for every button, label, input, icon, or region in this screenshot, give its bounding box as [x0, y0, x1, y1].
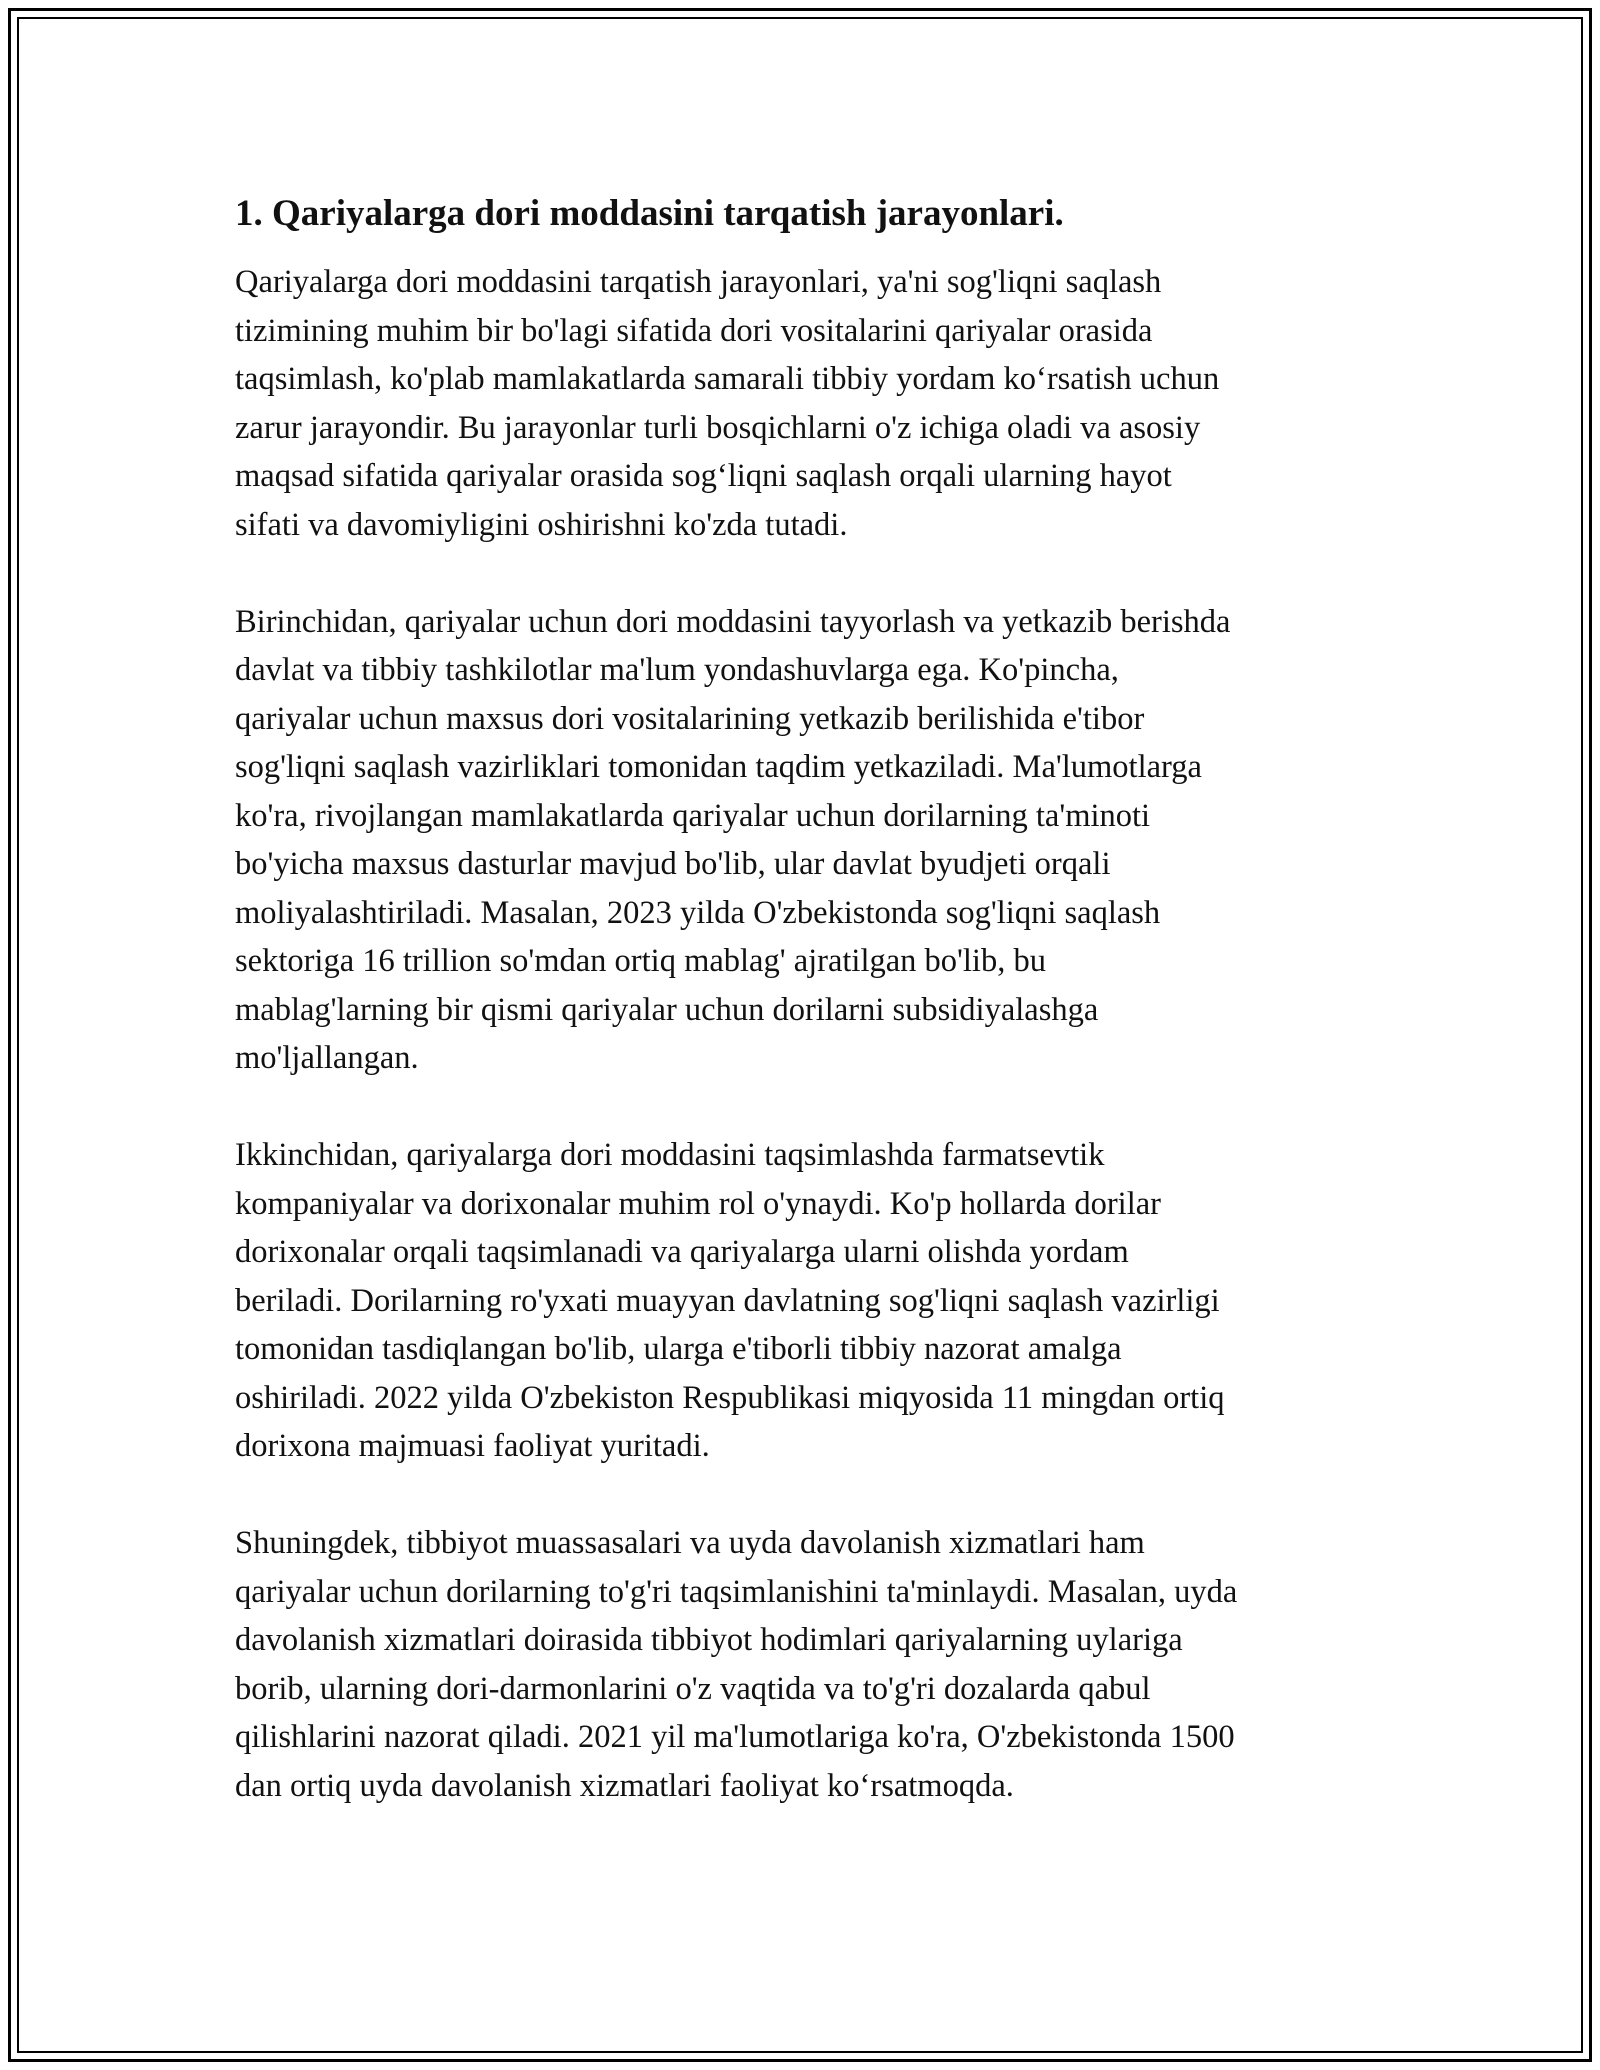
text-line: sektoriga 16 trillion so'mdan ortiq mablag' ajratilgan bo'lib, bu	[235, 943, 1046, 979]
text-line: dorixona majmuasi faoliyat yuritadi.	[235, 1428, 710, 1464]
text-line: Birinchidan, qariyalar uchun dori moddasini tayyorlash va yetkazib berishda	[235, 603, 1231, 640]
text-line: bo'yicha maxsus dasturlar mavjud bo'lib, ular davlat byudjeti orqali	[235, 846, 1111, 882]
text-line: oshiriladi. 2022 yilda O'zbekiston Respublikasi miqyosida 11 mingdan ortiq	[235, 1379, 1225, 1416]
text-line: davolanish xizmatlari doirasida tibbiyot hodimlari qariyalarning uylariga	[235, 1622, 1183, 1658]
text-line: moliyalashtiriladi. Masalan, 2023 yilda O'zbekistonda sog'liqni saqlash	[235, 894, 1161, 931]
text-line: zarur jarayondir. Bu jarayonlar turli bosqichlarni o'z ichiga oladi va asosiy	[235, 409, 1201, 446]
text-line: qariyalar uchun maxsus dori vositalarining yetkazib berilishida e'tibor	[235, 700, 1145, 737]
text-line: dorixonalar orqali taqsimlanadi va qariyalarga ularni olishda yordam	[235, 1234, 1129, 1270]
document-body	[235, 190, 1375, 1859]
paragraph-list	[235, 258, 1375, 1810]
text-line: taqsimlash, ko'plab mamlakatlarda samarali tibbiy yordam ko‘rsatish uchun	[235, 361, 1220, 397]
text-line: ko'ra, rivojlangan mamlakatlarda qariyalar uchun dorilarning ta'minoti	[235, 797, 1151, 834]
text-line: davlat va tibbiy tashkilotlar ma'lum yondashuvlarga ega. Ko'pincha,	[235, 652, 1119, 688]
text-line: maqsad sifatida qariyalar orasida sog‘liqni saqlash orqali ularning hayot	[235, 458, 1172, 494]
text-line: kompaniyalar va dorixonalar muhim rol o'ynaydi. Ko'p hollarda dorilar	[235, 1185, 1161, 1222]
text-line: sog'liqni saqlash vazirliklari tomonidan taqdim yetkaziladi. Ma'lumotlarga	[235, 749, 1202, 785]
text-line: beriladi. Dorilarning ro'yxati muayyan davlatning sog'liqni saqlash vazirligi	[235, 1282, 1220, 1319]
text-line: mo'ljallangan.	[235, 1040, 419, 1076]
text-line: qariyalar uchun dorilarning to'g'ri taqsimlanishini ta'minlaydi. Masalan, uyda	[235, 1573, 1238, 1610]
paragraph-4	[235, 1519, 1375, 1810]
text-line: sifati va davomiyligini oshirishni ko'zda tutadi.	[235, 506, 848, 543]
text-line: mablag'larning bir qismi qariyalar uchun dorilarni subsidiyalashga	[235, 991, 1099, 1028]
text-line: qilishlarini nazorat qiladi. 2021 yil ma'lumotlariga ko'ra, O'zbekistonda 1500	[235, 1719, 1235, 1755]
section-heading: 1. Qariyalarga dori moddasini tarqatish jarayonlari.	[235, 193, 1064, 234]
text-line: Qariyalarga dori moddasini tarqatish jarayonlari, ya'ni sog'liqni saqlash	[235, 264, 1162, 300]
text-line: dan ortiq uyda davolanish xizmatlari faoliyat ko‘rsatmoqda.	[235, 1767, 1014, 1804]
text-line: Shuningdek, tibbiyot muassasalari va uyda davolanish xizmatlari ham	[235, 1525, 1145, 1561]
paragraph-3	[235, 1131, 1375, 1471]
text-line: tizimining muhim bir bo'lagi sifatida dori vositalarini qariyalar orasida	[235, 312, 1153, 349]
paragraph-2	[235, 598, 1375, 1083]
text-line: borib, ularning dori-darmonlarini o'z vaqtida va to'g'ri dozalarda qabul	[235, 1670, 1151, 1707]
text-line: tomonidan tasdiqlangan bo'lib, ularga e'tiborli tibbiy nazorat amalga	[235, 1331, 1122, 1367]
text-line: Ikkinchidan, qariyalarga dori moddasini taqsimlashda farmatsevtik	[235, 1137, 1105, 1173]
paragraph-1	[235, 258, 1375, 549]
